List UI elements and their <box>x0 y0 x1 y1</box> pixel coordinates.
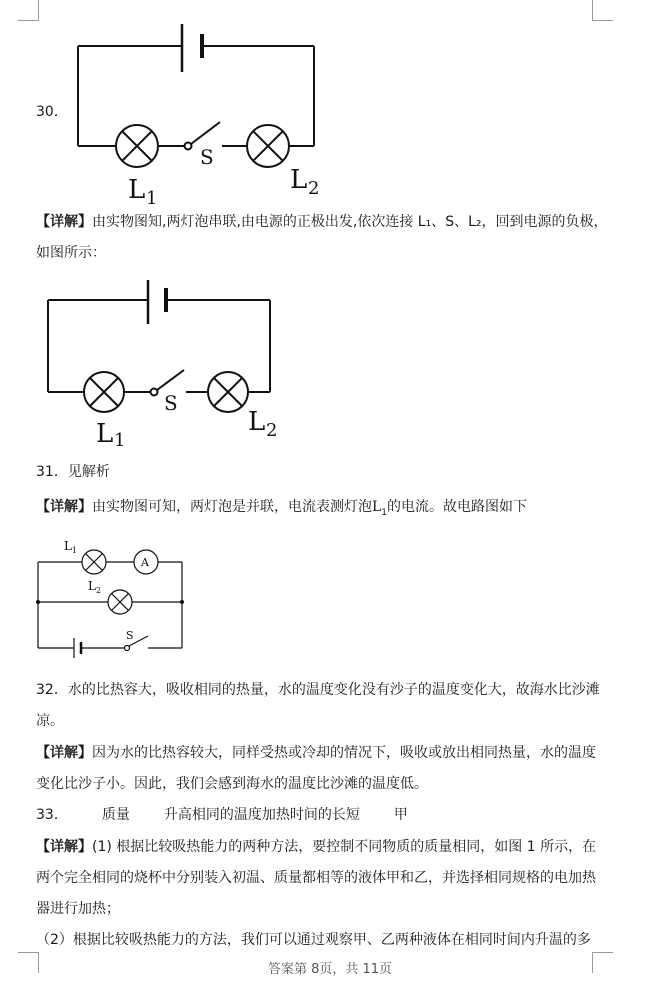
lamp-label-l2-sub: 2 <box>308 178 320 199</box>
series-circuit-diagram-2 <box>40 276 300 456</box>
q33-detail-line1: 【详解】(1) 根据比较吸热能力的两种方法，要控制不同物质的质量相同，如图 1 所示，在 <box>36 839 597 855</box>
lamp-label-l2: L <box>290 165 308 195</box>
lamp-label-l1: L <box>64 539 72 553</box>
switch-label: S <box>164 391 178 415</box>
q32-detail-line2: 变化比沙子小。因此，我们会感到海水的温度比沙滩的温度低。 <box>36 776 428 792</box>
question-31-title: 31．见解析 <box>36 464 110 480</box>
detail-tag: 【详解】 <box>36 499 92 515</box>
q32-answer-line2: 凉。 <box>36 713 64 729</box>
blank-answer-2: 升高相同的温度加热时间的长短 <box>163 807 360 823</box>
question-number-33: 33． <box>36 807 68 823</box>
lamp-label-l1-sub: 1 <box>114 430 126 451</box>
crop-mark-top-right <box>592 0 613 21</box>
lamp-label-l1-sub: 1 <box>146 188 158 208</box>
q30-detail-line2: 如图所示： <box>36 245 106 261</box>
q32-detail-line1: 【详解】因为水的比热容较大，同样受热或冷却的情况下，吸收或放出相同热量，水的温度 <box>36 745 596 761</box>
series-circuit-diagram-1 <box>70 18 340 208</box>
lamp-label-l1: L <box>96 419 114 449</box>
lamp-label-l2: L <box>248 407 266 437</box>
q31-detail-line: 【详解】由实物图可知，两灯泡是并联，电流表测灯泡$L_1$的电流。故电路图如下 <box>36 499 528 518</box>
lamp-label-l2-sub: 2 <box>96 586 102 595</box>
lamp-label-l2: L <box>88 579 96 593</box>
switch-label: S <box>126 629 134 642</box>
detail-tag: 【详解】 <box>36 839 92 855</box>
q33-answer-line <box>36 805 408 825</box>
q33-detail-line2: 两个完全相同的烧杯中分别装入初温、质量都相等的液体甲和乙，并选择相同规格的电加热 <box>36 870 596 886</box>
q32-answer-line1: 32．水的比热容大，吸收相同的热量，水的温度变化没有沙子的温度变化大，故海水比沙滩 <box>36 682 600 698</box>
q33-detail-line3: 器进行加热； <box>36 901 120 917</box>
q33-detail-line4: （2）根据比较吸热能力的方法，我们可以通过观察甲、乙两种液体在相同时间内升温的多 <box>36 932 591 948</box>
blank-answer-1: 质量 <box>101 807 130 823</box>
blank-answer-3: 甲 <box>393 807 408 823</box>
q30-detail-line1: 【详解】由实物图知,两灯泡串联,由电源的正极出发,依次连接 L₁、S、L₂，回到电源的负极， <box>36 214 608 230</box>
lamp-label-l2-sub: 2 <box>266 420 278 441</box>
detail-tag: 【详解】 <box>36 745 92 761</box>
lamp-label-l1-sub: 1 <box>72 546 78 555</box>
crop-mark-top-left <box>18 0 39 21</box>
page-footer: 答案第 8页，共 11页 <box>267 962 393 977</box>
ammeter-label: A <box>141 556 149 569</box>
detail-tag: 【详解】 <box>36 214 92 230</box>
switch-label: S <box>200 145 214 169</box>
parallel-circuit-diagram <box>30 532 200 667</box>
lamp-label-l1: L <box>128 175 146 205</box>
question-number-30: 30． <box>36 104 68 120</box>
